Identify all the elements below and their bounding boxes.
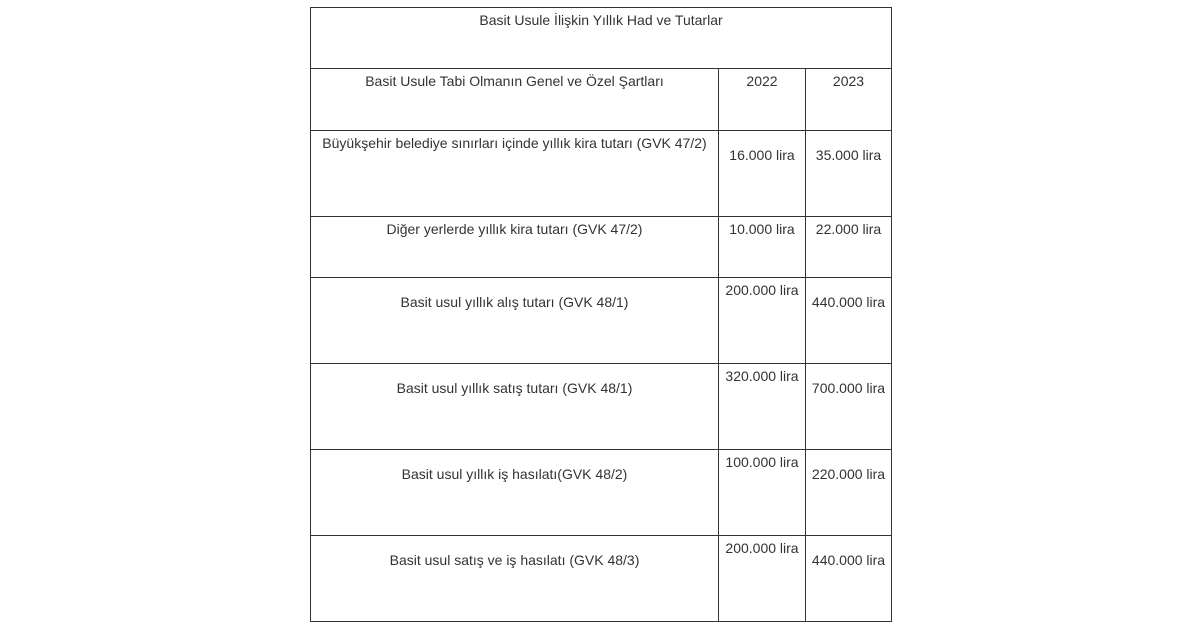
value-2022: 16.000 lira <box>719 131 806 217</box>
value-2023: 440.000 lira <box>806 536 892 622</box>
row-label: Basit usul satış ve iş hasılatı (GVK 48/3) <box>311 536 719 622</box>
value-2023: 22.000 lira <box>806 217 892 278</box>
value-2022: 100.000 lira <box>719 450 806 536</box>
header-conditions: Basit Usule Tabi Olmanın Genel ve Özel Şartları <box>311 69 719 131</box>
header-2023: 2023 <box>806 69 892 131</box>
value-2022: 320.000 lira <box>719 364 806 450</box>
table-row <box>311 536 892 622</box>
value-2022: 200.000 lira <box>719 278 806 364</box>
row-label: Basit usul yıllık satış tutarı (GVK 48/1) <box>311 364 719 450</box>
limits-table <box>310 7 892 622</box>
table-row <box>311 131 892 217</box>
row-label: Büyükşehir belediye sınırları içinde yıllık kira tutarı (GVK 47/2) <box>311 131 719 217</box>
value-2023: 700.000 lira <box>806 364 892 450</box>
value-2022: 10.000 lira <box>719 217 806 278</box>
header-2022: 2022 <box>719 69 806 131</box>
table-row <box>311 278 892 364</box>
value-2023: 220.000 lira <box>806 450 892 536</box>
value-2022: 200.000 lira <box>719 536 806 622</box>
table-title: Basit Usule İlişkin Yıllık Had ve Tutarlar <box>311 8 892 69</box>
table-header-row <box>311 69 892 131</box>
row-label: Basit usul yıllık iş hasılatı(GVK 48/2) <box>311 450 719 536</box>
table-row <box>311 450 892 536</box>
table-title-row <box>311 8 892 69</box>
value-2023: 440.000 lira <box>806 278 892 364</box>
table-row <box>311 217 892 278</box>
table-row <box>311 364 892 450</box>
value-2023: 35.000 lira <box>806 131 892 217</box>
row-label: Basit usul yıllık alış tutarı (GVK 48/1) <box>311 278 719 364</box>
row-label: Diğer yerlerde yıllık kira tutarı (GVK 47/2) <box>311 217 719 278</box>
